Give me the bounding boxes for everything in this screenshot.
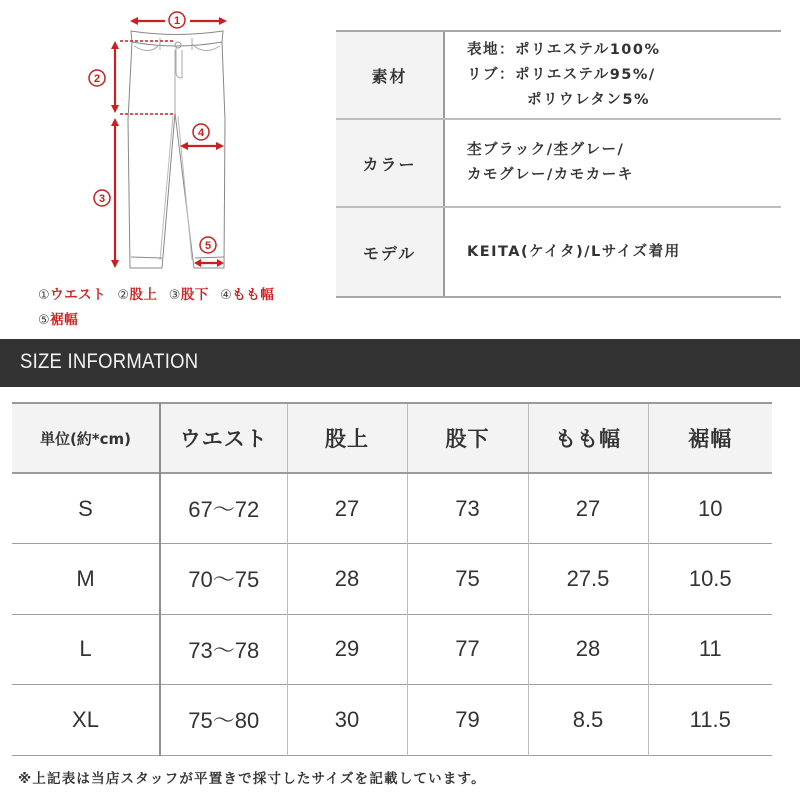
pants-illustration-icon [0,0,320,285]
spec-row-color [336,120,781,208]
legend-item-hem: ⑤裾幅 [38,312,79,328]
header-waist: ウエスト [160,403,287,473]
spec-label: カラー [336,120,445,206]
size-label: L [12,614,160,685]
spec-label: 素材 [336,32,445,118]
legend-item-thigh: ④もも幅 [220,287,275,303]
measurement-diagram [0,0,320,335]
header-hem: 裾幅 [648,403,772,473]
table-row: S 67〜72 27 73 27 10 [12,473,772,544]
header-thigh: もも幅 [528,403,648,473]
spec-row-material [336,32,781,120]
svg-text:2: 2 [93,73,101,85]
size-label: M [12,544,160,615]
spec-label: モデル [336,208,445,296]
table-row: L 73〜78 29 77 28 11 [12,614,772,685]
size-table [12,402,733,756]
spec-value: 杢ブラック/杢グレー/ カモグレー/カモカーキ [467,142,634,183]
header-inseam: 股下 [407,403,528,473]
measurement-note: ※上記表は当店スタッフが平置きで採寸したサイズを記載しています。 [18,771,486,787]
svg-text:5: 5 [204,240,212,252]
table-row: XL 75〜80 30 79 8.5 11.5 [12,685,772,756]
svg-text:3: 3 [98,193,106,205]
header-rise: 股上 [287,403,407,473]
svg-text:4: 4 [197,127,205,139]
size-label: S [12,473,160,544]
spec-value: KEITA(ケイタ)/Lサイズ着用 [467,243,681,260]
table-header-row [12,403,772,473]
svg-text:1: 1 [173,15,181,27]
product-spec-table [336,30,781,298]
size-label: XL [12,685,160,756]
section-title: SIZE INFORMATION [20,350,199,373]
spec-row-model [336,208,781,298]
header-unit: 単位(約*cm) [12,403,160,473]
size-information-header [0,339,800,387]
table-row: M 70〜75 28 75 27.5 10.5 [12,544,772,615]
legend-item-waist: ①ウエスト [38,287,107,303]
measurement-legend [38,283,318,333]
legend-item-inseam: ③股下 [168,287,209,303]
legend-item-rise: ②股上 [117,287,158,303]
spec-value: 表地：ポリエステル100% リブ：ポリエステル95%/ ポリウレタン5% [467,41,661,108]
